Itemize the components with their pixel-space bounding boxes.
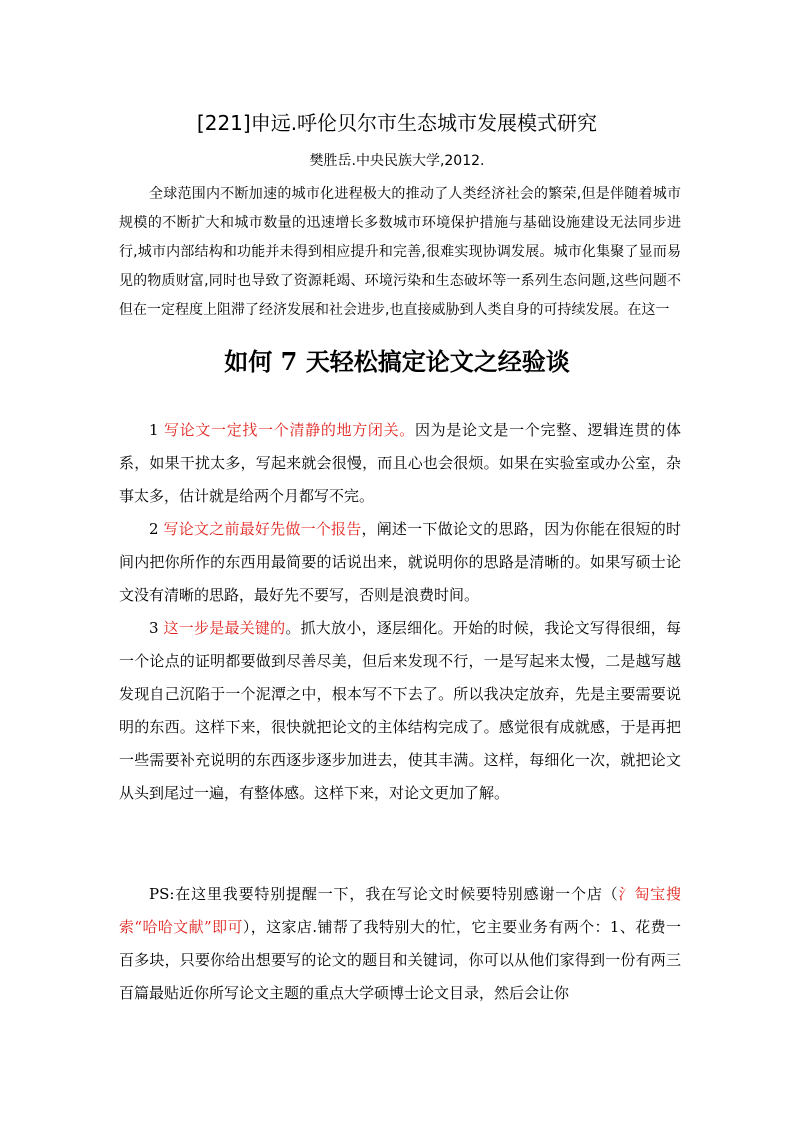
paragraph-2 xyxy=(119,513,681,612)
paragraph-2-number: 2 xyxy=(149,520,164,538)
ps-suffix: ），这家店.铺帮了我特别大的忙，它主要业务有两个：1、花费一百多块，只要你给出想要写的论文的题目和关键词，你可以从他们家得到一份有两三百篇最贴近你所写论文主题的重点大学硕博士论文目录，然后会让你 xyxy=(119,918,681,1002)
paragraph-3-highlight: 这一步是最关键的 xyxy=(163,619,286,637)
paragraph-2-highlight: 写论文之前最好先做一个报告 xyxy=(163,520,362,538)
paragraph-1-highlight: 写论文一定找一个清静的地方闭关。 xyxy=(164,421,415,439)
ps-prefix: PS:在这里我要特别提醒一下，我在写论文时候要特别感谢一个店（ xyxy=(149,885,619,903)
paragraph-2-text: ，阐述一下做论文的思路，因为你能在很短的时间内把你所作的东西用最简要的话说出来，就说明你的思路是清晰的。如果写硕士论文没有清晰的思路，最好先不要写，否则是浪费时间。 xyxy=(119,520,681,604)
paragraph-3-number: 3 xyxy=(149,619,164,637)
ps-highlight: 氵匋宝搜索“哈哈文献”即可 xyxy=(119,885,681,936)
paragraph-1 xyxy=(119,414,681,513)
paragraph-1-text: 因为是论文是一个完整、逻辑连贯的体系，如果干扰太多，写起来就会很慢，而且心也会很烦。如果在实验室或办公室，杂事太多，估计就是给两个月都写不完。 xyxy=(119,421,681,505)
paragraph-3-text: 。抓大放小，逐层细化。开始的时候，我论文写得很细，每一个论点的证明都要做到尽善尽美，但后来发现不行，一是写起来太慢，二是越写越发现自己沉陷于一个泥潭之中，根本写不下去了。所以我决定放弃，先是主要需要说明的东西。这样下来，很快就把论文的主体结构完成了。感觉很有成就感，于是再把一些需要补充说明的东西逐步逐步加进去，使其丰满。这样，每细化一次，就把论文从头到尾过一遍，有整体感。这样下来，对论文更加了解。 xyxy=(119,619,681,802)
ps-paragraph xyxy=(119,878,681,1010)
paragraph-3 xyxy=(119,612,681,810)
reference-abstract: 全球范围内不断加速的城市化进程极大的推动了人类经济社会的繁荣,但是伴随着城市规模的不断扩大和城市数量的迅速增长多数城市环境保护措施与基础设施建设无法同步进行,城市内部结构和功能并未得到相应提升和完善,很难实现协调发展。城市化集聚了显而易见的物质财富,同时也导致了资源耗竭、环境污染和生态破坏等一系列生态问题,这些问题不但在一定程度上阻滞了经济发展和社会进步,也直接威胁到人类自身的可持续发展。在这一 xyxy=(119,186,681,318)
paragraph-1-number: 1 xyxy=(149,421,164,439)
reference-author: 樊胜岳.中央民族大学,2012. xyxy=(309,153,485,169)
reference-title: [221]申远.呼伦贝尔市生态城市发展模式研究 xyxy=(196,111,598,135)
main-title: 如何 7 天轻松搞定论文之经验谈 xyxy=(224,347,570,376)
